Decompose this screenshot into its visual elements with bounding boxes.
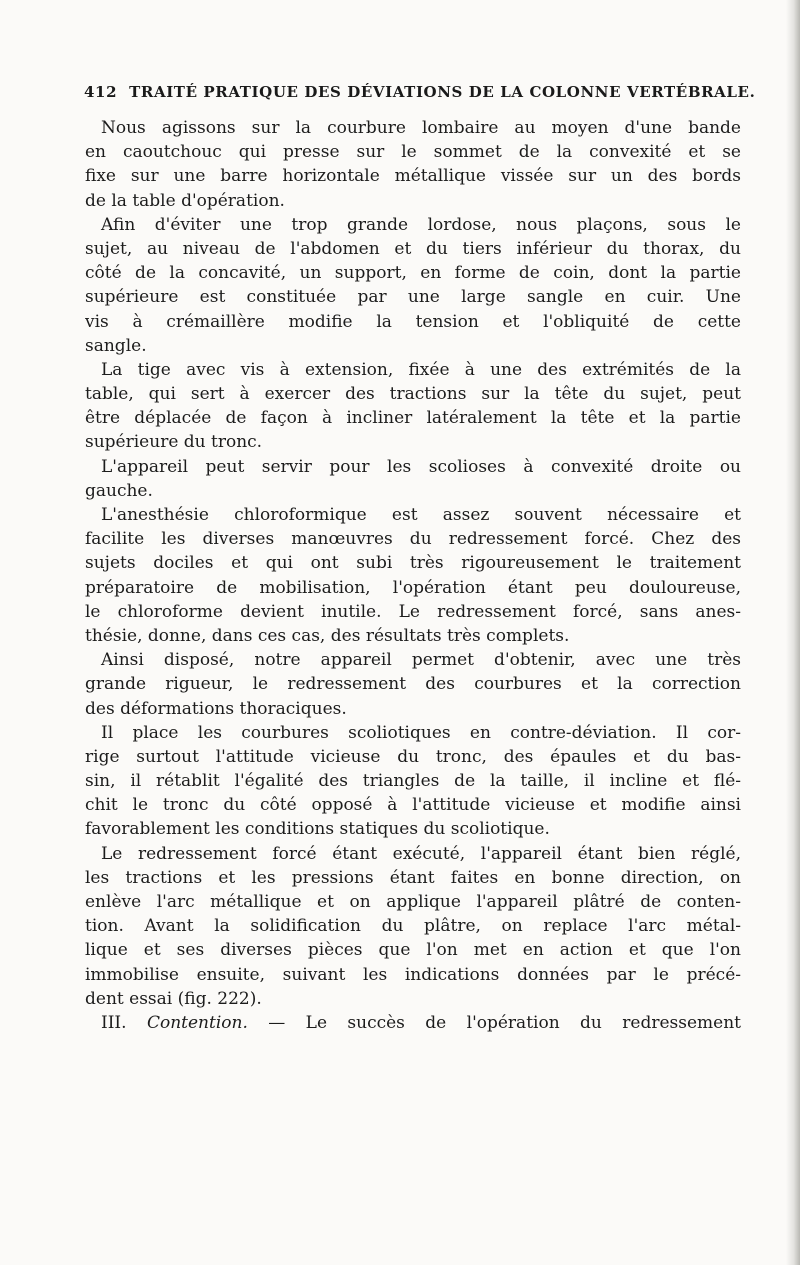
text-line: vis à crémaillère modifie la tension et l'obliquité de cette bbox=[85, 311, 741, 332]
text-line: des déformations thoraciques. bbox=[85, 698, 347, 719]
page-edge-shadow bbox=[786, 0, 800, 1265]
text-line: gauche. bbox=[85, 480, 153, 501]
text-line: sujets dociles et qui ont subi très rigoureusement le traitement bbox=[85, 553, 741, 574]
text-line: immobilise ensuite, suivant les indications données par le précé- bbox=[85, 964, 741, 985]
text-line: rige surtout l'attitude vicieuse du tronc, des épaules et du bas- bbox=[85, 746, 741, 767]
text-line: supérieure du tronc. bbox=[85, 432, 263, 453]
text-line: chit le tronc du côté opposé à l'attitude vicieuse et modifie ainsi bbox=[85, 795, 741, 816]
text-line: L'appareil peut servir pour les scolioses à convexité droite ou bbox=[101, 456, 741, 477]
text-line: lique et ses diverses pièces que l'on met en action et que l'on bbox=[85, 940, 741, 961]
section-heading: Contention. bbox=[146, 1012, 248, 1033]
text-line: le chloroforme devient inutile. Le redressement forcé, sans anes- bbox=[85, 601, 741, 622]
text-line: thésie, donne, dans ces cas, des résultats très complets. bbox=[85, 625, 570, 646]
running-title: TRAITÉ PRATIQUE DES DÉVIATIONS DE LA COLONNE VERTÉBRALE. bbox=[129, 83, 756, 101]
text-line: Afin d'éviter une trop grande lordose, nous plaçons, sous le bbox=[101, 214, 741, 235]
text-line: préparatoire de mobilisation, l'opération étant peu douloureuse, bbox=[85, 577, 741, 598]
text-line: sujet, au niveau de l'abdomen et du tiers inférieur du thorax, du bbox=[85, 238, 741, 259]
text-line: en caoutchouc qui presse sur le sommet de la convexité et se bbox=[85, 142, 741, 163]
body-text bbox=[85, 116, 741, 1035]
text-line: côté de la concavité, un support, en forme de coin, dont la partie bbox=[85, 263, 741, 284]
section-heading-rest: — Le succès de l'opération du redressement bbox=[247, 1012, 741, 1033]
page-number: 412 bbox=[84, 83, 118, 101]
text-line: Nous agissons sur la courbure lombaire au moyen d'une bande bbox=[101, 118, 741, 138]
text-line: Il place les courbures scoliotiques en contre-déviation. Il cor- bbox=[101, 722, 741, 743]
text-line: facilite les diverses manœuvres du redressement forcé. Chez des bbox=[85, 529, 741, 550]
text-line: de la table d'opération. bbox=[85, 190, 285, 211]
text-line: La tige avec vis à extension, fixée à une des extrémités de la bbox=[101, 359, 741, 380]
text-line: Le redressement forcé étant exécuté, l'appareil étant bien réglé, bbox=[101, 843, 741, 864]
text-line: les tractions et les pressions étant faites en bonne direction, on bbox=[85, 867, 741, 888]
text-line: favorablement les conditions statiques du scoliotique. bbox=[85, 819, 550, 840]
text-line: grande rigueur, le redressement des courbures et la correction bbox=[85, 674, 741, 695]
text-line: tion. Avant la solidification du plâtre, on replace l'arc métal- bbox=[85, 916, 741, 937]
text-line: Ainsi disposé, notre appareil permet d'obtenir, avec une très bbox=[101, 650, 741, 671]
text-line: table, qui sert à exercer des tractions sur la tête du sujet, peut bbox=[85, 384, 741, 405]
section-numeral: III. bbox=[101, 1012, 127, 1033]
text-line: supérieure est constituée par une large sangle en cuir. Une bbox=[85, 287, 741, 308]
text-line: L'anesthésie chloroformique est assez souvent nécessaire et bbox=[101, 505, 741, 525]
text-line: sin, il rétablit l'égalité des triangles de la taille, il incline et flé- bbox=[85, 771, 741, 792]
text-line: sangle. bbox=[85, 335, 147, 356]
section-heading-line bbox=[85, 1011, 741, 1035]
text-line: fixe sur une barre horizontale métallique vissée sur un des bords bbox=[85, 166, 741, 187]
text-line: enlève l'arc métallique et on applique l'appareil plâtré de conten- bbox=[85, 892, 741, 912]
text-line: être déplacée de façon à incliner latéralement la tête et la partie bbox=[85, 408, 741, 429]
text-line: dent essai (fig. 222). bbox=[85, 988, 262, 1009]
running-head bbox=[84, 83, 756, 101]
